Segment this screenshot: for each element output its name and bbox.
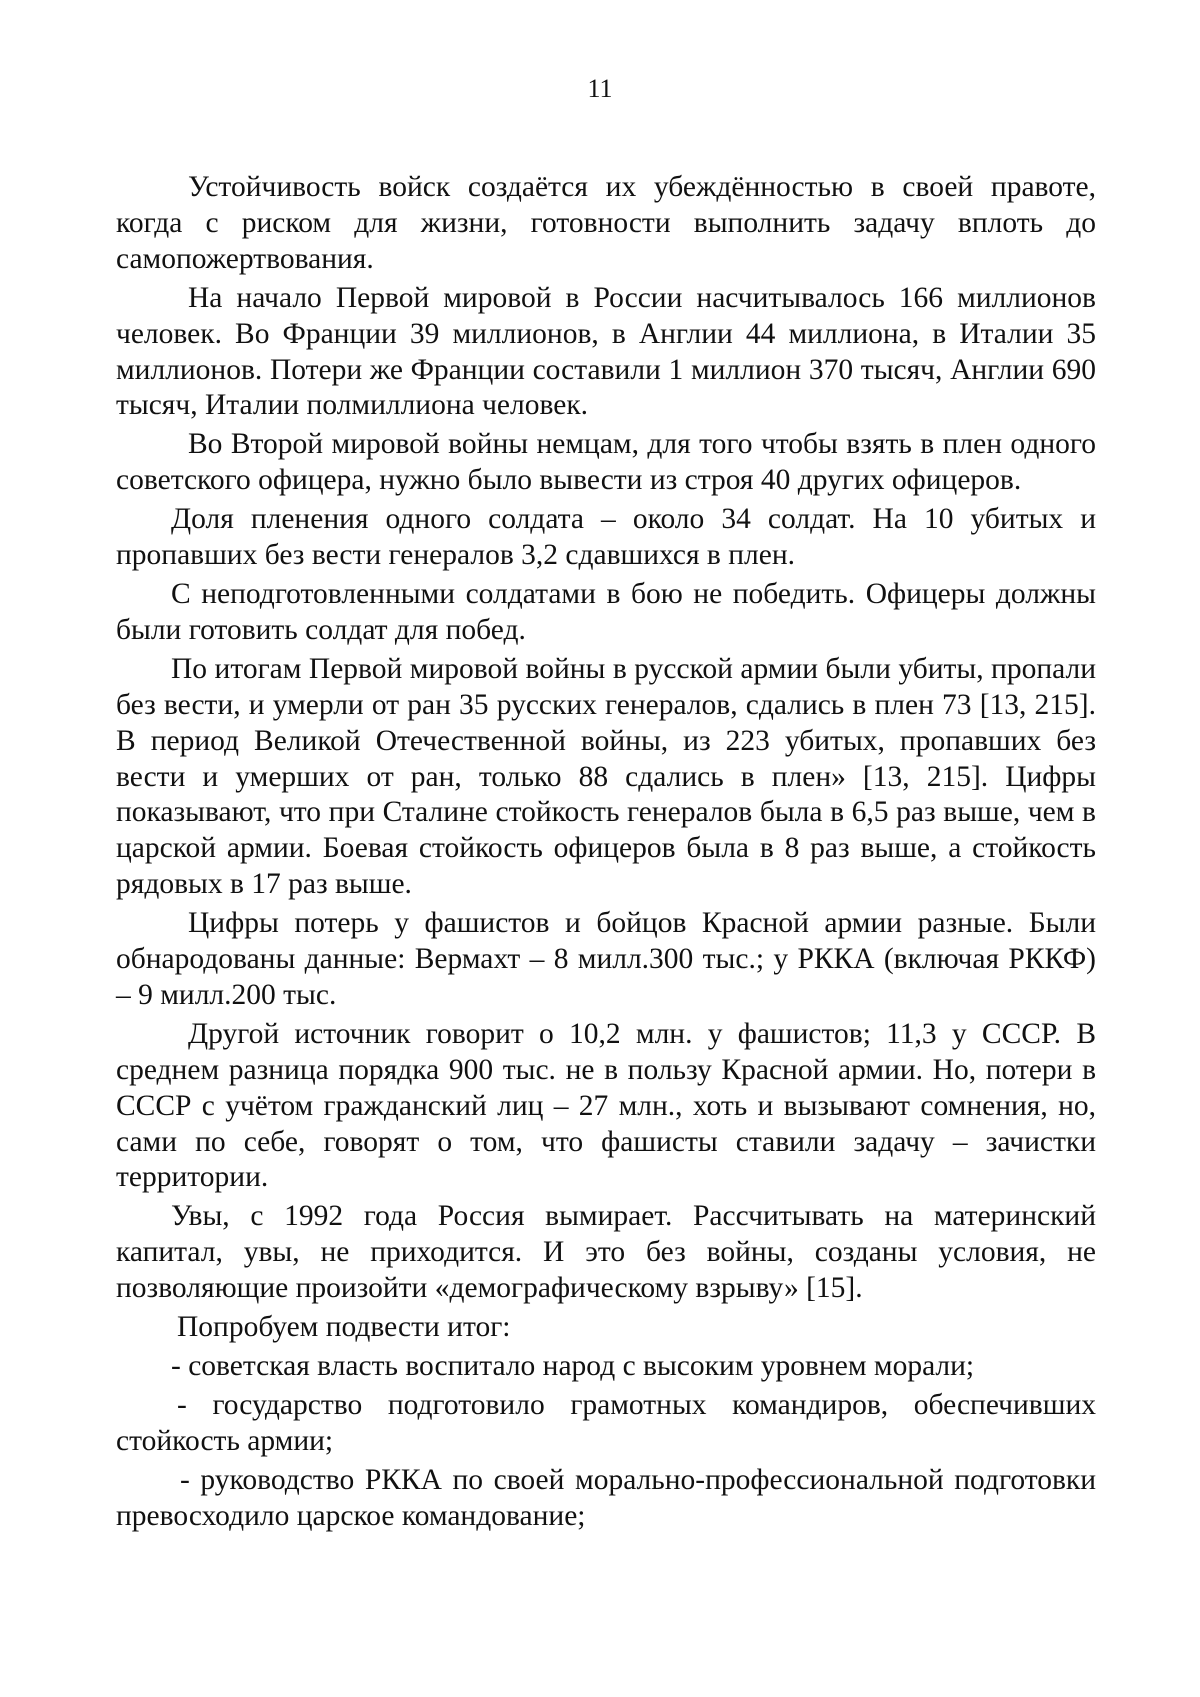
list-item-rkka-leadership: - руководство РККА по своей морально-профессиональной подготовки превосходило царское командование; [116, 1463, 1096, 1532]
paragraph-loss-figures: Цифры потерь у фашистов и бойцов Красной армии разные. Были обнародованы данные: Вермахт – 8 милл.300 тыс.; у РККА (включая РККФ) – 9 милл.200 тыс. [116, 907, 1096, 1011]
list-item-soviet-power: - советская власть воспитало народ с высоким уровнем морали; [171, 1350, 975, 1382]
paragraph-untrained-soldiers: С неподготовленными солдатами в бою не победить. Офицеры должны были готовить солдат для побед. [116, 577, 1096, 646]
list-item-state-commanders: - государство подготовило грамотных командиров, обеспечивших стойкость армии; [116, 1388, 1096, 1457]
paragraph-demography: Увы, с 1992 года Россия вымирает. Рассчитывать на материнский капитал, увы, не приходится. И это без войны, созданы условия, не позволяющие произойти «демографическому взрыву» [15]. [116, 1200, 1096, 1305]
paragraph-other-source: Другой источник говорит о 10,2 млн. у фашистов; 11,3 у СССР. В среднем разница порядка 900 тыс. не в пользу Красной армии. Но, потери в СССР с учётом гражданский лиц – 27 млн., хоть и вызывают сомнения, но, сами по себе, говорят о том, что фашисты ставили задачу – зачистки территории. [116, 1017, 1096, 1194]
paragraph-ww2-officers: Во Второй мировой войны немцам, для того чтобы взять в плен одного советского офицера, нужно было вывести из строя 40 других офицеров. [116, 428, 1096, 497]
paragraph-ww1-population: На начало Первой мировой в России насчитывалось 166 миллионов человек. Во Франции 39 миллионов, в Англии 44 миллиона, в Италии 35 миллионов. Потери же Франции составили 1 миллион 370 тысяч, Англии 690 тысяч, Италии полмиллиона человек. [116, 281, 1096, 422]
paragraph-summary-intro: Попробуем подвести итог: [177, 1311, 511, 1344]
paragraph-generals-losses: По итогам Первой мировой войны в русской армии были убиты, пропали без вести, и умерли от ран 35 русских генералов, сдались в плен 73 [13, 215]. В период Великой Отечественной войны, из 223 убитых, пропавших без вести и умерших от ран, только 88 сдались в плен» [13, 215]. Цифры показывают, что при Сталине стойкость генералов была в 6,5 раз выше, чем в царской армии. Боевая стойкость офицеров была в 8 раз выше, а стойкость рядовых в 17 раз выше. [116, 652, 1096, 901]
body-text [116, 170, 1096, 1535]
paragraph-capture-ratio: Доля пленения одного солдата – около 34 солдат. На 10 убитых и пропавших без вести генералов 3,2 сдавшихся в плен. [116, 503, 1096, 572]
page-number: 11 [587, 74, 613, 103]
paragraph-troop-stability: Устойчивость войск создаётся их убеждённостью в своей правоте, когда с риском для жизни, готовности выполнить задачу вплоть до самопожертвования. [116, 171, 1096, 275]
